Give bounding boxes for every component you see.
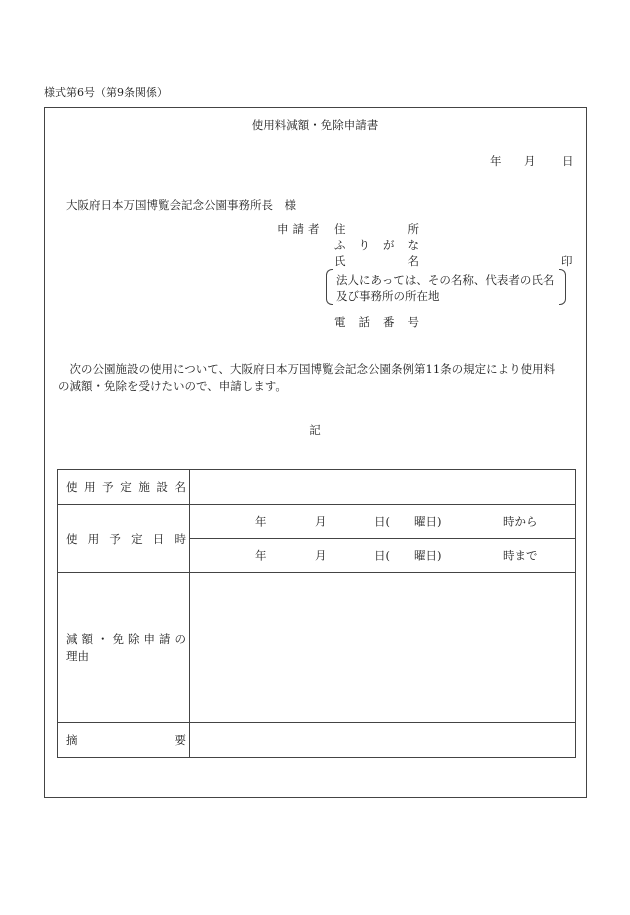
facility-value-cell[interactable] — [190, 470, 576, 505]
corporation-note — [326, 269, 566, 306]
applicant-name-label — [334, 256, 419, 268]
statement-line: 次の公園施設の使用について、大阪府日本万国博覧会記念公園条例第11条の規定により使用料 — [69, 362, 556, 376]
dt-weekday: 曜日) — [414, 513, 442, 528]
label-char: 用 — [84, 480, 96, 494]
addressee: 大阪府日本万国博覧会記念公園事務所長 様 — [66, 198, 296, 212]
facility-label — [66, 479, 186, 495]
detail-table — [57, 469, 576, 758]
table-row — [58, 505, 576, 539]
applicant-address-label — [334, 224, 419, 236]
label-char: 定 — [131, 531, 143, 546]
label-char: 日 — [152, 531, 165, 546]
table-row — [58, 723, 576, 758]
table-row — [58, 573, 576, 723]
applicant-phone-label — [334, 317, 419, 329]
form-title: 使用料減額・免除申請書 — [251, 118, 379, 132]
remarks-label — [66, 732, 186, 748]
furigana-char: ふ — [334, 238, 346, 252]
ki-heading: 記 — [309, 423, 321, 437]
reason-value-cell[interactable] — [190, 573, 576, 723]
label-char: の — [174, 631, 186, 646]
label-char: 予 — [102, 480, 114, 494]
label-char: 使 — [66, 480, 78, 494]
label-char: 設 — [156, 480, 168, 494]
corporation-note-line: 及び事務所の所在地 — [336, 289, 440, 303]
brace-left — [326, 269, 333, 305]
dt-from-suffix: 時から — [503, 513, 538, 528]
dt-until-suffix: 時まで — [503, 547, 538, 562]
application-statement — [58, 361, 578, 395]
dt-day: 日( — [374, 513, 390, 528]
datetime-until-cell[interactable] — [190, 539, 576, 573]
label-char: ・ — [97, 631, 109, 646]
dt-year: 年 — [255, 513, 267, 528]
datetime-label — [66, 531, 186, 547]
date-month: 月 — [524, 154, 536, 168]
label-char: 予 — [109, 531, 121, 546]
label-char: 免 — [112, 631, 124, 646]
name-char: 氏 — [334, 254, 346, 268]
brace-right — [559, 269, 566, 305]
label-char: 額 — [81, 631, 93, 646]
label-char: 使 — [66, 531, 78, 546]
seal-mark: 印 — [561, 254, 573, 268]
label-char: 用 — [87, 531, 100, 546]
reason-label-line: 理由 — [66, 648, 89, 663]
reason-label — [66, 631, 189, 665]
table-row — [58, 470, 576, 505]
label-char: 減 — [66, 631, 78, 646]
label-char: 除 — [128, 631, 140, 646]
label-char: 要 — [174, 733, 186, 747]
address-char: 住 — [334, 222, 346, 236]
dt-day: 日( — [374, 547, 390, 562]
dt-weekday: 曜日) — [414, 547, 442, 562]
label-char: 時 — [174, 531, 186, 546]
applicant-label: 申請者 — [277, 222, 324, 236]
datetime-from-cell[interactable] — [190, 505, 576, 539]
reason-label-line — [66, 631, 186, 648]
remarks-value-cell[interactable] — [190, 723, 576, 758]
name-char: 名 — [407, 254, 419, 268]
label-char: 摘 — [66, 733, 78, 747]
label-char: 請 — [159, 631, 171, 646]
label-char: 申 — [143, 631, 155, 646]
address-char: 所 — [407, 222, 419, 236]
dt-year: 年 — [255, 547, 267, 562]
facility-label-cell — [58, 470, 190, 505]
furigana-char: な — [407, 238, 419, 252]
label-char: 定 — [120, 480, 132, 494]
reason-label-cell — [58, 573, 190, 723]
label-char: 施 — [138, 480, 150, 494]
corporation-note-line: 法人にあっては、その名称、代表者の氏名 — [336, 273, 555, 287]
dt-month: 月 — [315, 547, 327, 562]
phone-char: 電 — [334, 315, 346, 329]
form-number: 様式第6号（第9条関係） — [44, 86, 168, 99]
furigana-char: が — [383, 238, 395, 252]
dt-month: 月 — [315, 513, 327, 528]
phone-char: 話 — [358, 315, 370, 329]
remarks-label-cell — [58, 723, 190, 758]
furigana-char: り — [358, 238, 370, 252]
date-year: 年 — [490, 154, 502, 168]
phone-char: 番 — [383, 315, 395, 329]
applicant-furigana-label — [334, 240, 419, 252]
label-char: 名 — [174, 480, 186, 494]
phone-char: 号 — [407, 315, 419, 329]
date-day: 日 — [562, 154, 574, 168]
statement-line: の減額・免除を受けたいので、申請します。 — [58, 379, 287, 393]
datetime-label-cell — [58, 505, 190, 573]
